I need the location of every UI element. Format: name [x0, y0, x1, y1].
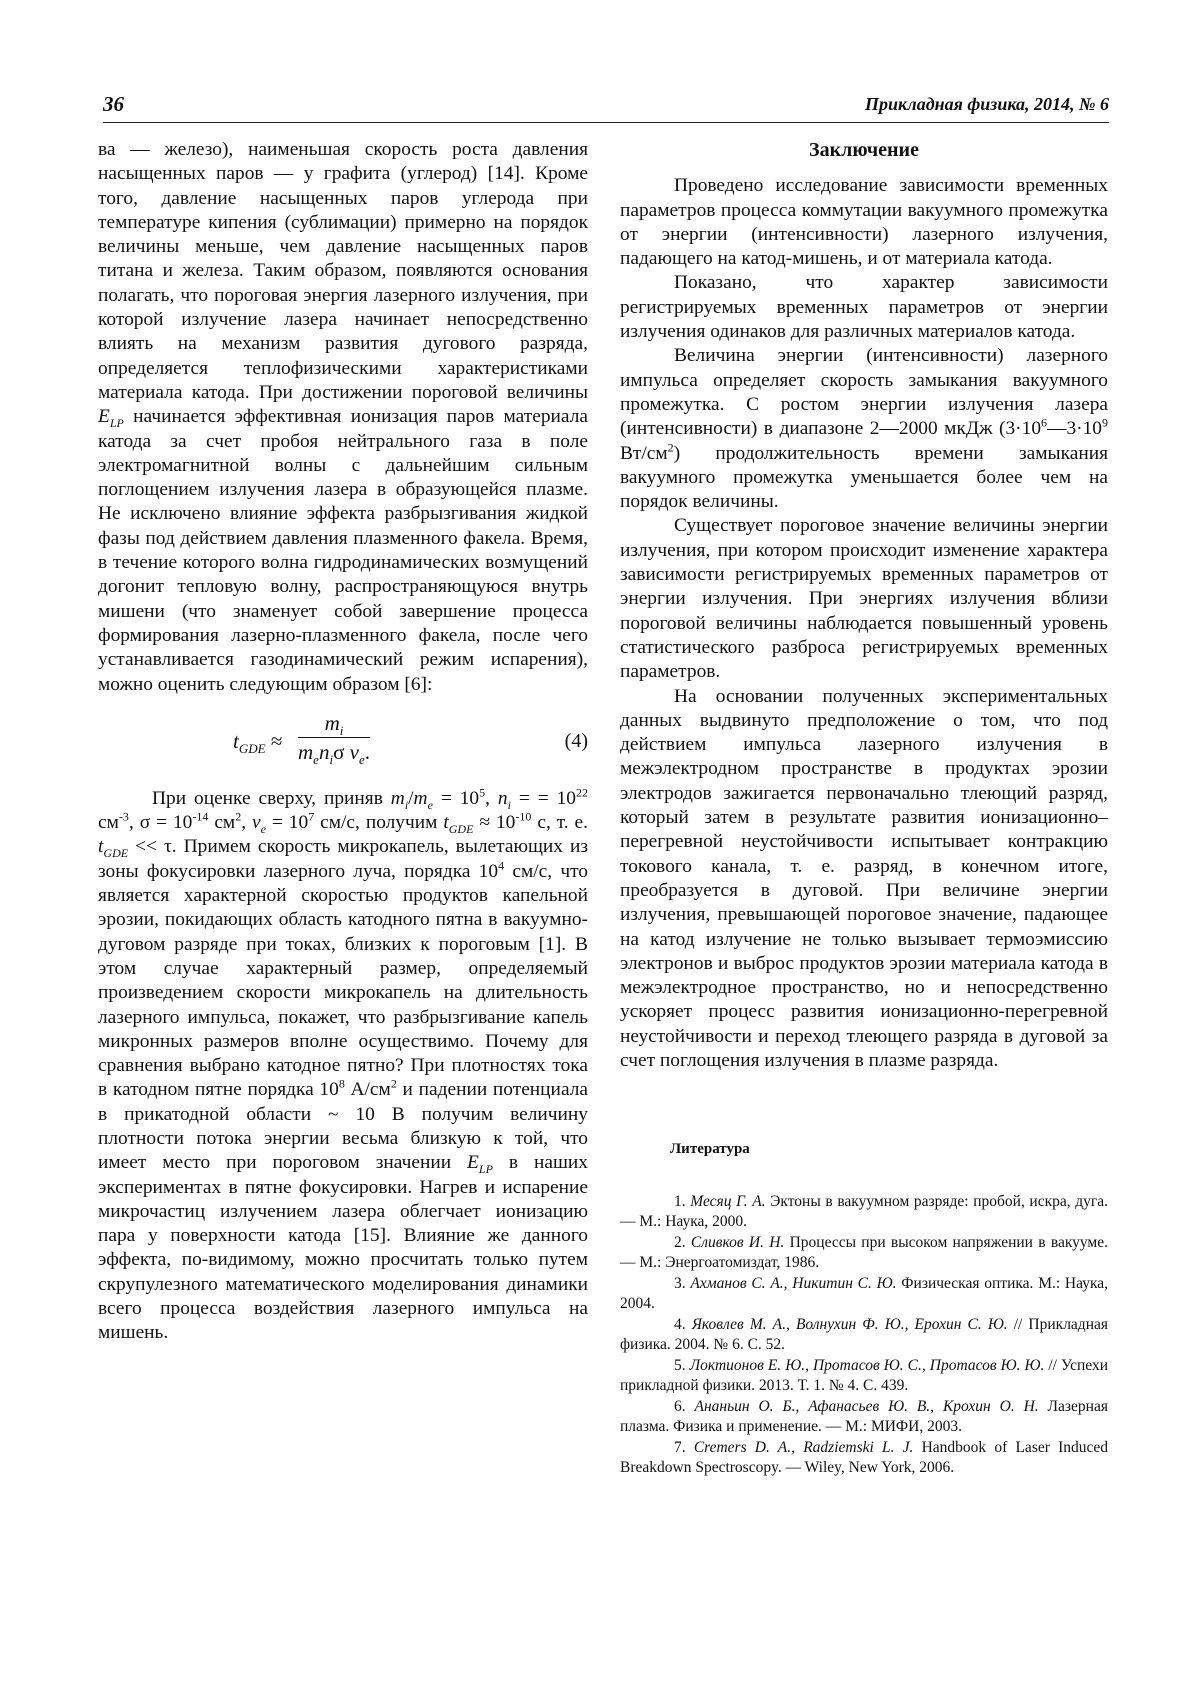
- paragraph: ва — железо), наименьшая скорость роста давления насыщенных паров — у графита (углерод) [14]. Кроме того, давление насыщенных паров углерода при температуре кипения (сублимации) примерно на порядок величины меньше, чем давление насыщенных паров титана и железа. Таким образом, появляются основания полагать, что пороговая энергия лазерного излучения, при которой излучение лазера начинает непосредственно влиять на механизм развития дугового разряда, определяется теплофизическими характеристиками материала катода. При достижении пороговой величины $E_{LP}$ начинается эффективная ионизация паров материала катода за счет пробоя нейтрального газа в поле электромагнитной волны с дальнейшим сильным поглощением излучения лазера в образующейся плазме. Не исключено влияние эффекта разбрызгивания жидкой фазы под действием давления плазменного факела. Время, в течение которого волна гидродинамических возмущений догонит тепловую волну, распространяющуюся внутрь мишени (что знаменует собой завершение процесса формирования лазерно-плазменного факела, после чего устанавливается газодинамический режим испарения), можно оценить следующим образом [6]:: [98, 139, 588, 695]
- left-column: [98, 138, 588, 1346]
- right-column: [620, 138, 1108, 1479]
- equation-fraction: [298, 710, 371, 768]
- paragraph: Существует пороговое значение величины энергии излучения, при котором происходит изменение характера зависимости регистрируемых временных параметров от энергии излучения. При энергиях излучения вблизи пороговой величины наблюдается повышенный уровень статистического разброса регистрируемых временных параметров.: [620, 515, 1108, 683]
- paragraph: При оценке сверху, приняв $m_i/m_e = 10^5$, $n_i$ = = $10^{22}$ $см^{-3}$, $\sigma = 10^{-14}$ $см^2$, $v_e = 10^7$ см/с, получим $t_{GDE} \approx 10^{-10}$ с, т. е. $t_{GDE} << \tau$. Примем скорость микрокапель, вылетающих из зоны фокусировки лазерного луча, порядка $10^4$ см/с, что является характерной скоростью продуктов капельной эрозии, покидающих область катодного пятна в вакуумно-дуговом разряде при токах, близких к пороговым [1]. В этом случае характерный размер, определяемый произведением скорости микрокапель на длительность лазерного импульса, покажет, что разбрызгивание капель микронных размеров вполне осуществимо. Почему для сравнения выбрано катодное пятно? При плотностях тока в катодном пятне порядка $10^8$ $А/см^2$ и падении потенциала в прикатодной области ~ 10 В получим величину плотности потока энергии весьма близкую к той, что имеет место при пороговом значении $E_{LP}$ в наших экспериментах в пятне фокусировки. Нагрев и испарение микрочастиц излучением лазера облегчает ионизацию пара у поверхности катода [15]. Влияние же данного эффекта, по-видимому, можно просчитать только путем скрупулезного математического моделирования динамики всего процесса воздействия лазерного импульса на мишень.: [98, 785, 588, 1344]
- fraction-denominator: $m_en_i\sigma$ $v_e$.: [298, 737, 370, 764]
- reference-item: 5. Локтионов Е. Ю., Протасов Ю. С., Протасов Ю. Ю. // Успехи прикладной физики. 2013. Т. 1. № 4. С. 439.: [620, 1356, 1109, 1395]
- paragraph: На основании полученных экспериментальных данных выдвинуто предположение о том, что под действием импульса лазерного излучения в межэлектродном пространстве в продуктах эрозии электродов зажигается первоначально тлеющий разряд, который затем в результате развития ионизационно–перегревной неустойчивости испытывает контракцию токового канала, т. е. разряд, в конечном итоге, преобразуется в дуговой. При величине энергии излучения, превышающей пороговое значение, падающее на катод излучение не только вызывает термоэмиссию электронов и выброс продуктов эрозии материала катода в межэлектродное пространство, но и непосредственно ускоряет процесс развития ионизационно-перегревной неустойчивости и переход тлеющего разряда в дуговой за счет поглощения излучения в плазме разряда.: [620, 685, 1108, 1071]
- equation-lhs: $t_{GDE}$ ≈: [233, 728, 283, 757]
- paragraph: Показано, что характер зависимости регистрируемых временных параметров от энергии излучения одинаков для различных материалов катода.: [620, 272, 1108, 343]
- reference-item: 7. Cremers D. A., Radziemski L. J. Handbook of Laser Induced Breakdown Spectroscopy. — Wiley, New York, 2006.: [620, 1438, 1108, 1477]
- page-number: 36: [103, 92, 124, 116]
- reference-item: 4. Яковлев М. А., Волнухин Ф. Ю., Ерохин С. Ю. // Прикладная физика. 2004. № 6. С. 52.: [620, 1315, 1108, 1354]
- reference-item: 3. Ахманов С. А., Никитин С. Ю. Физическая оптика. М.: Наука, 2004.: [620, 1274, 1109, 1313]
- reference-item: 2. Сливков И. Н. Процессы при высоком напряжении в вакууме. — М.: Энергоатомиздат, 1986.: [620, 1233, 1108, 1272]
- references-title: Литература: [670, 1141, 750, 1158]
- paragraph: Величина энергии (интенсивности) лазерного импульса определяет скорость замыкания вакуумного промежутка. С ростом энергии излучения лазера (интенсивности) в диапазоне 2—2000 мкДж ($3\cdot 10^6—3\cdot 10^9$ $Вт/см^2$) продолжительность времени замыкания вакуумного промежутка уменьшается более чем на порядок величины.: [620, 345, 1108, 513]
- journal-title: Прикладная физика, 2014, № 6: [864, 94, 1109, 114]
- equation-4: [98, 711, 588, 773]
- equation-number: (4): [564, 729, 588, 752]
- reference-item: 1. Месяц Г. А. Эктоны в вакуумном разряде: пробой, искра, дуга. — М.: Наука, 2000.: [620, 1192, 1109, 1231]
- paragraph: Проведено исследование зависимости временных параметров процесса коммутации вакуумного промежутка от энергии (интенсивности) лазерного излучения, падающего на катод-мишень, и от материала катода.: [620, 175, 1108, 270]
- fraction-numerator: $m_i$: [324, 710, 344, 739]
- page-header: [103, 92, 1109, 123]
- reference-item: 6. Ананьин О. Б., Афанасьев Ю. В., Крохин О. Н. Лазерная плазма. Физика и применение. — М.: МИФИ, 2003.: [620, 1397, 1108, 1436]
- section-title-conclusion: Заключение: [809, 139, 919, 161]
- reference-list: [620, 1192, 1108, 1479]
